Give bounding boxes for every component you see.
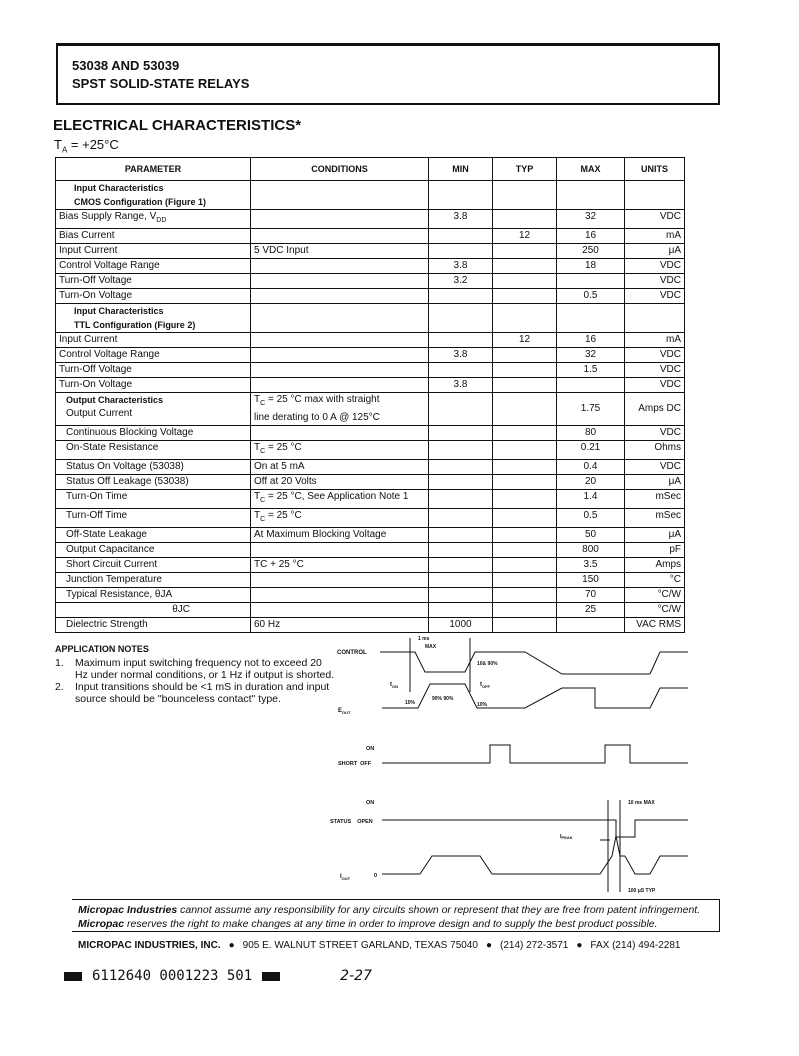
typ-cell [493, 573, 557, 588]
conditions-cell [251, 304, 429, 333]
company-address [78, 940, 718, 951]
units-cell: Amps DC [625, 393, 685, 426]
param-label: θJC [172, 604, 190, 615]
max-cell: 0.5 [557, 289, 625, 304]
col-header-conditions: CONDITIONS [251, 158, 429, 181]
conditions-cell [251, 289, 429, 304]
min-cell [429, 475, 493, 490]
short-waveform [382, 745, 688, 763]
bullet-icon: ● [228, 940, 235, 951]
param-cell [56, 558, 251, 573]
min-cell [429, 509, 493, 528]
max-cell: 16 [557, 333, 625, 348]
max-cell: 50 [557, 528, 625, 543]
cond-text: Off at 20 Volts [254, 476, 317, 487]
section-subheading: CMOS Configuration (Figure 1) [74, 197, 206, 207]
param-cell [56, 304, 251, 333]
typ-cell [493, 244, 557, 259]
table-row [56, 528, 685, 543]
min-cell [429, 393, 493, 426]
cond-subscript: C [260, 516, 266, 523]
units-cell: μA [625, 244, 685, 259]
units-cell: VDC [625, 289, 685, 304]
units-cell [625, 304, 685, 333]
param-cell [56, 426, 251, 441]
max-cell: 0.5 [557, 509, 625, 528]
col-header-min: MIN [429, 158, 493, 181]
electrical-characteristics-table [55, 157, 685, 633]
param-cell [56, 475, 251, 490]
table-row [56, 475, 685, 490]
street-address: 905 E. WALNUT STREET GARLAND, TEXAS 75040 [242, 940, 478, 951]
note-number: 2. [55, 681, 64, 693]
min-cell [429, 603, 493, 618]
typ-cell [493, 304, 557, 333]
cond-text-line2: line derating to 0 A @ 125°C [254, 412, 380, 423]
company-name: MICROPAC INDUSTRIES, INC. [78, 940, 221, 951]
conditions-cell [251, 229, 429, 244]
table-row [56, 490, 685, 509]
param-cell [56, 528, 251, 543]
control-label: CONTROL [337, 650, 367, 656]
units-cell: μA [625, 475, 685, 490]
disclaimer-text-2: reserves the right to make changes at any time in order to improve design and to supply the best product possible. [124, 918, 658, 930]
conditions-cell [251, 274, 429, 289]
iout-label: $I_{OUT}$ [340, 874, 351, 881]
cond-symbol: T [254, 491, 261, 502]
min-cell [429, 441, 493, 460]
typ-cell [493, 259, 557, 274]
units-cell: VDC [625, 378, 685, 393]
typ-cell [493, 490, 557, 509]
typ-cell [493, 348, 557, 363]
min-cell [429, 333, 493, 348]
iout-waveform [382, 836, 625, 874]
table-row [56, 289, 685, 304]
bullet-icon: ● [576, 940, 583, 951]
units-cell: VDC [625, 274, 685, 289]
disclaimer-company-short: Micropac [78, 918, 125, 930]
table-row [56, 333, 685, 348]
param-label: Output Capacitance [66, 544, 155, 555]
max-1ms-label: 1 ms [418, 636, 430, 642]
min-cell: 3.8 [429, 348, 493, 363]
min-cell [429, 363, 493, 378]
param-label: Turn-On Voltage [59, 290, 133, 301]
table-header-row [56, 158, 685, 181]
max-cell [557, 274, 625, 289]
units-cell: mA [625, 333, 685, 348]
param-cell [56, 229, 251, 244]
param-cell [56, 573, 251, 588]
note-item [55, 657, 335, 681]
min-cell [429, 229, 493, 244]
col-header-units: UNITS [625, 158, 685, 181]
table-row [56, 348, 685, 363]
max-cell [557, 304, 625, 333]
conditions-cell [251, 618, 429, 633]
iout-zero-label: 0 [374, 873, 378, 879]
min-cell: 3.8 [429, 210, 493, 229]
barcode-block-icon [262, 972, 280, 981]
table-row [56, 588, 685, 603]
param-label: Continuous Blocking Voltage [66, 427, 194, 438]
units-cell: VDC [625, 259, 685, 274]
table-row [56, 393, 685, 426]
units-cell: °C/W [625, 588, 685, 603]
note-text: Maximum input switching frequency not to exceed 20 Hz under normal conditions, or 1 Hz if output is shorted. [75, 657, 335, 681]
param-label: Bias Current [59, 230, 115, 241]
conditions-cell [251, 426, 429, 441]
bullet-icon: ● [485, 940, 492, 951]
max-cell [557, 618, 625, 633]
param-cell [56, 181, 251, 210]
typ-cell [493, 274, 557, 289]
page-footer [64, 968, 372, 984]
param-cell [56, 210, 251, 229]
section-subheading: TTL Configuration (Figure 2) [74, 320, 196, 330]
param-cell [56, 460, 251, 475]
min-cell: 3.8 [429, 378, 493, 393]
typ-cell [493, 618, 557, 633]
param-label: Status Off Leakage (53038) [66, 476, 189, 487]
units-cell: °C [625, 573, 685, 588]
conditions-cell [251, 558, 429, 573]
note-item [55, 681, 335, 705]
param-cell [56, 333, 251, 348]
param-label: Dielectric Strength [66, 619, 148, 630]
temp-subscript: A [61, 145, 68, 155]
param-cell [56, 289, 251, 304]
application-notes [55, 643, 335, 705]
table-row [56, 363, 685, 378]
conditions-cell [251, 603, 429, 618]
max-label: MAX [425, 644, 437, 650]
typ-cell: 12 [493, 333, 557, 348]
cond-text: 5 VDC Input [254, 245, 309, 256]
max-cell [557, 181, 625, 210]
col-header-max: MAX [557, 158, 625, 181]
param-cell [56, 618, 251, 633]
param-cell [56, 259, 251, 274]
cond-text: On at 5 mA [254, 461, 305, 472]
param-cell [56, 603, 251, 618]
product-title: SPST SOLID-STATE RELAYS [72, 76, 250, 91]
max-cell: 0.21 [557, 441, 625, 460]
table-row [56, 618, 685, 633]
table-row [56, 210, 685, 229]
phone-number: (214) 272-3571 [499, 940, 569, 951]
table-row [56, 259, 685, 274]
param-cell [56, 509, 251, 528]
page-number: 2-27 [340, 968, 372, 984]
max-cell: 1.5 [557, 363, 625, 378]
param-subscript: DD [156, 217, 167, 224]
min-cell [429, 573, 493, 588]
typ-cell [493, 426, 557, 441]
section-title: ELECTRICAL CHARACTERISTICS* [53, 117, 302, 134]
eout-label: $E_{OUT}$ [338, 708, 351, 715]
ipeak-label: IPEAK [560, 834, 573, 840]
typ-cell [493, 588, 557, 603]
param-label: Input Current [59, 334, 118, 345]
max-cell: 20 [557, 475, 625, 490]
table-row [56, 441, 685, 460]
conditions-cell [251, 460, 429, 475]
control-waveform [380, 652, 650, 674]
conditions-cell [251, 490, 429, 509]
cond-subscript: C [260, 448, 266, 455]
param-label: Turn-On Time [66, 491, 128, 502]
param-cell [56, 348, 251, 363]
min-cell [429, 460, 493, 475]
param-label: Turn-Off Voltage [59, 275, 132, 286]
percent-90-90-label: 90% 90% [432, 696, 454, 702]
max-cell: 1.75 [557, 393, 625, 426]
cond-text: TC + 25 °C [254, 559, 304, 570]
table-row [56, 603, 685, 618]
max-cell: 18 [557, 259, 625, 274]
typ-cell: 12 [493, 229, 557, 244]
units-cell: VDC [625, 363, 685, 378]
units-cell: mSec [625, 509, 685, 528]
part-numbers: 53038 AND 53039 [72, 58, 180, 73]
param-cell [56, 588, 251, 603]
min-cell [429, 304, 493, 333]
ton-label: $t_{ON}$ [390, 682, 398, 689]
cond-text: = 25 °C [265, 510, 302, 521]
conditions-cell [251, 244, 429, 259]
max-cell: 1.4 [557, 490, 625, 509]
table-row [56, 378, 685, 393]
typ-cell [493, 603, 557, 618]
typ-cell [493, 441, 557, 460]
min-cell: 1000 [429, 618, 493, 633]
table-row [56, 460, 685, 475]
temperature-condition [54, 137, 119, 155]
disclaimer-line-2 [78, 917, 719, 931]
table-row [56, 181, 685, 210]
max-cell: 800 [557, 543, 625, 558]
units-cell [625, 181, 685, 210]
conditions-cell [251, 333, 429, 348]
cond-symbol: T [254, 394, 261, 405]
param-label: Junction Temperature [66, 574, 162, 585]
status-open-label: STATUS OPEN [330, 819, 373, 825]
ten-ms-label: 10 ms MAX [628, 800, 655, 806]
param-cell [56, 490, 251, 509]
percent-10-90-label: 10& 90% [477, 661, 498, 667]
typ-cell [493, 289, 557, 304]
param-label: Turn-Off Time [66, 510, 128, 521]
param-label: Off-State Leakage [66, 529, 147, 540]
table-row [56, 426, 685, 441]
table-row [56, 304, 685, 333]
conditions-cell [251, 181, 429, 210]
min-cell [429, 244, 493, 259]
hundred-us-label: 100 μS TYP [628, 888, 656, 894]
temp-symbol: T [54, 137, 62, 152]
min-cell [429, 558, 493, 573]
param-label: On-State Resistance [66, 442, 159, 453]
typ-cell [493, 528, 557, 543]
note-number: 1. [55, 657, 64, 669]
table-row [56, 509, 685, 528]
disclaimer-line-1 [78, 903, 719, 917]
table-row [56, 543, 685, 558]
units-cell: °C/W [625, 603, 685, 618]
barcode-block-icon [64, 972, 82, 981]
cond-text: 60 Hz [254, 619, 281, 630]
min-cell: 3.2 [429, 274, 493, 289]
units-cell: μA [625, 528, 685, 543]
max-cell: 16 [557, 229, 625, 244]
conditions-cell [251, 393, 429, 426]
units-cell: pF [625, 543, 685, 558]
cond-text: = 25 °C max with straight [265, 394, 380, 405]
units-cell: VDC [625, 210, 685, 229]
param-label: Input Current [59, 245, 118, 256]
param-label: Turn-On Voltage [59, 379, 133, 390]
cond-text: At Maximum Blocking Voltage [254, 529, 387, 540]
min-cell [429, 181, 493, 210]
conditions-cell [251, 543, 429, 558]
units-cell: mA [625, 229, 685, 244]
param-label: Status On Voltage (53038) [66, 461, 184, 472]
percent-10-label: 10% [405, 700, 416, 706]
max-cell: 32 [557, 210, 625, 229]
min-cell [429, 490, 493, 509]
cond-text: = 25 °C, See Application Note 1 [265, 491, 409, 502]
typ-cell [493, 460, 557, 475]
min-cell [429, 543, 493, 558]
units-cell: mSec [625, 490, 685, 509]
percent-10b-label: 10% [477, 702, 488, 708]
typ-cell [493, 558, 557, 573]
typ-cell [493, 475, 557, 490]
conditions-cell [251, 573, 429, 588]
units-cell: VDC [625, 460, 685, 475]
toff-label: $t_{OFF}$ [480, 682, 490, 689]
conditions-cell [251, 588, 429, 603]
units-cell: VDC [625, 426, 685, 441]
typ-cell [493, 543, 557, 558]
table-row [56, 558, 685, 573]
max-cell: 25 [557, 603, 625, 618]
status-on-label: ON [366, 800, 375, 806]
param-cell [56, 543, 251, 558]
section-heading: Input Characteristics [74, 183, 164, 193]
units-cell: VDC [625, 348, 685, 363]
typ-cell [493, 210, 557, 229]
min-cell [429, 426, 493, 441]
typ-cell [493, 181, 557, 210]
min-cell [429, 289, 493, 304]
cond-text: = 25 °C [265, 442, 302, 453]
cond-symbol: T [254, 510, 261, 521]
param-label: Typical Resistance, θJA [66, 589, 173, 600]
max-cell: 32 [557, 348, 625, 363]
section-heading: Input Characteristics [74, 306, 164, 316]
cond-symbol: T [254, 442, 261, 453]
param-label: Bias Supply Range, V [59, 211, 157, 222]
title-box [56, 43, 720, 105]
param-cell [56, 363, 251, 378]
table-row [56, 244, 685, 259]
param-label: Turn-Off Voltage [59, 364, 132, 375]
short-off-label: SHORT OFF [338, 761, 372, 767]
min-cell: 3.8 [429, 259, 493, 274]
conditions-cell [251, 363, 429, 378]
param-cell [56, 378, 251, 393]
units-cell: VAC RMS [625, 618, 685, 633]
short-on-label: ON [366, 746, 375, 752]
note-text: Input transitions should be <1 mS in duration and input source should be "bounceless contact" type. [75, 681, 330, 705]
conditions-cell [251, 528, 429, 543]
temp-value: = +25°C [67, 137, 119, 152]
status-waveform [382, 820, 688, 837]
typ-cell [493, 393, 557, 426]
max-cell: 70 [557, 588, 625, 603]
max-cell: 80 [557, 426, 625, 441]
param-label: Control Voltage Range [59, 349, 160, 360]
cond-subscript: C [260, 400, 266, 407]
conditions-cell [251, 441, 429, 460]
col-header-parameter: PARAMETER [56, 158, 251, 181]
param-label: Output Current [66, 408, 133, 419]
param-label: Control Voltage Range [59, 260, 160, 271]
param-cell [56, 441, 251, 460]
max-cell: 0.4 [557, 460, 625, 475]
conditions-cell [251, 509, 429, 528]
conditions-cell [251, 210, 429, 229]
param-label: Short Circuit Current [66, 559, 158, 570]
document-code: 6112640 0001223 501 [92, 968, 253, 984]
units-cell: Ohms [625, 441, 685, 460]
units-cell: Amps [625, 558, 685, 573]
timing-diagram [330, 632, 692, 894]
param-cell [56, 244, 251, 259]
max-cell: 3.5 [557, 558, 625, 573]
cond-subscript: C [260, 497, 266, 504]
typ-cell [493, 378, 557, 393]
conditions-cell [251, 378, 429, 393]
max-cell: 150 [557, 573, 625, 588]
conditions-cell [251, 259, 429, 274]
table-row [56, 573, 685, 588]
conditions-cell [251, 475, 429, 490]
typ-cell [493, 509, 557, 528]
param-cell [56, 274, 251, 289]
disclaimer-text-1: cannot assume any responsibility for any circuits shown or represent that they are free from patent infringement. [177, 904, 701, 916]
max-cell: 250 [557, 244, 625, 259]
table-row [56, 229, 685, 244]
conditions-cell [251, 348, 429, 363]
application-notes-title: APPLICATION NOTES [55, 644, 149, 654]
typ-cell [493, 363, 557, 378]
param-cell [56, 393, 251, 426]
disclaimer-box [72, 899, 720, 932]
disclaimer-company: Micropac Industries [78, 904, 178, 916]
min-cell [429, 588, 493, 603]
min-cell [429, 528, 493, 543]
fax-number: FAX (214) 494-2281 [590, 940, 681, 951]
max-cell [557, 378, 625, 393]
col-header-typ: TYP [493, 158, 557, 181]
table-row [56, 274, 685, 289]
section-heading: Output Characteristics [66, 395, 164, 405]
